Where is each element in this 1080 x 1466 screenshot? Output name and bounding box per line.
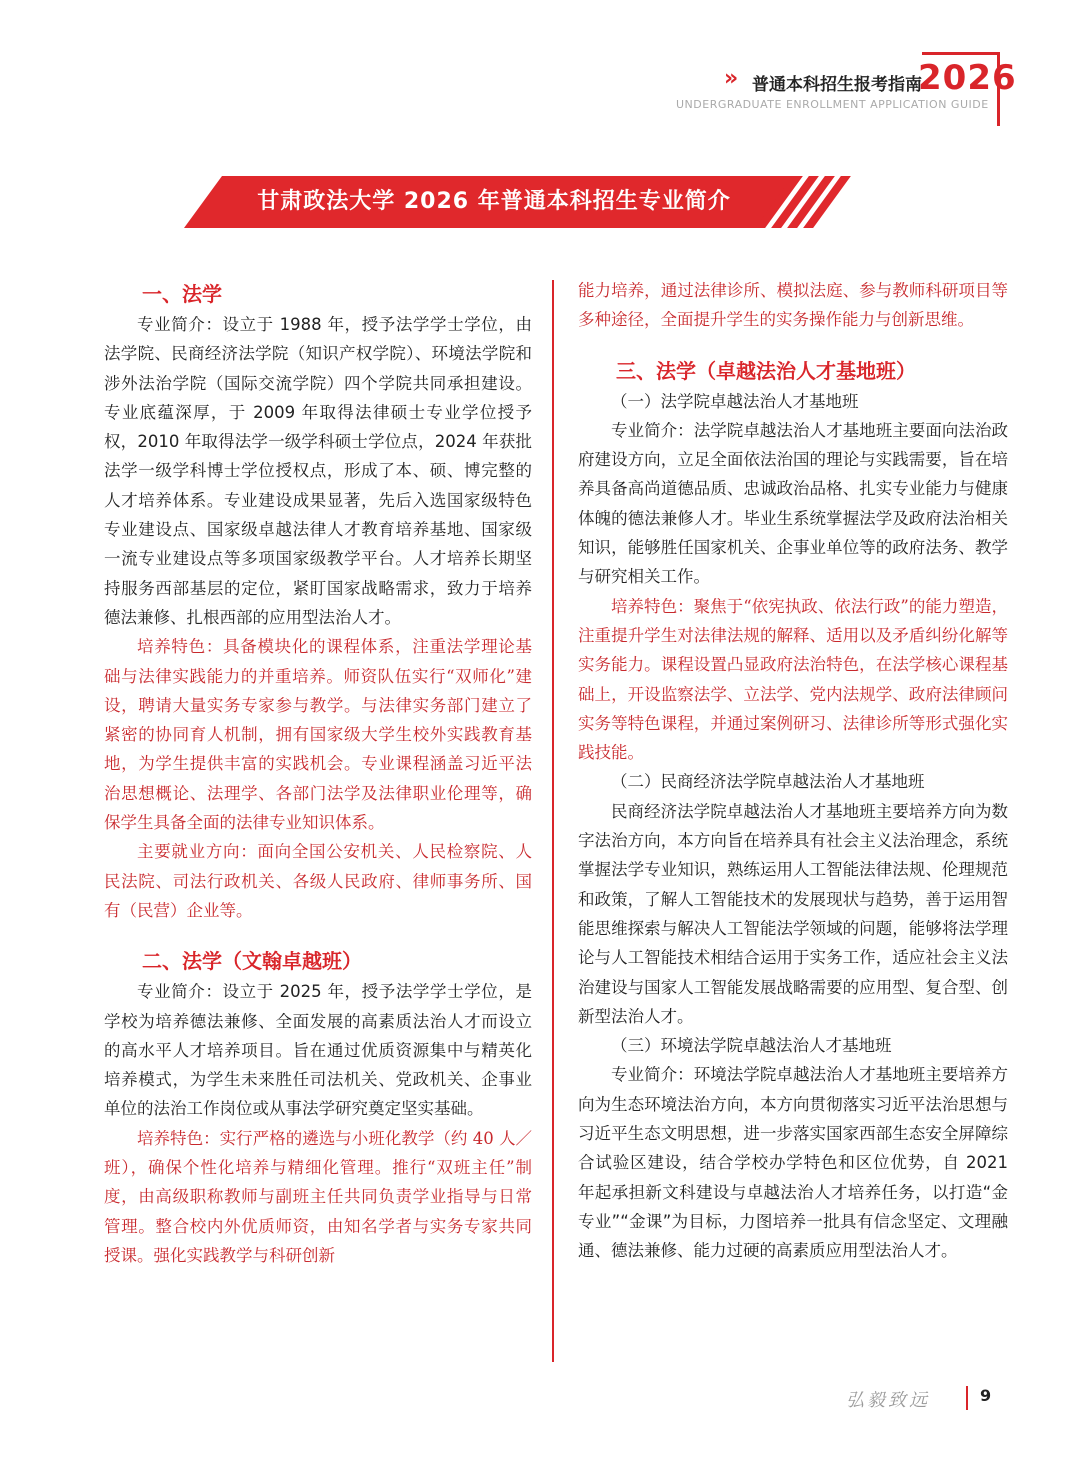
subsection-title: （一）法学院卓越法治人才基地班: [611, 391, 859, 411]
subsection-title: （二）民商经济法学院卓越法治人才基地班: [611, 772, 925, 792]
section-title-law: 一、法学: [142, 282, 222, 306]
page-number: 9: [980, 1386, 992, 1405]
title-banner: [184, 176, 834, 228]
subsection-title: （三）环境法学院卓越法治人才基地班: [611, 1036, 892, 1056]
column-divider: [552, 280, 554, 1362]
footer-signature: 弘毅致远: [846, 1390, 930, 1411]
section-title-wenhan: 二、法学（文翰卓越班）: [142, 949, 362, 974]
double-chevron-right-icon: »: [724, 66, 733, 91]
header-year: 2026: [918, 58, 1017, 98]
subsection-intro: 专业简介：环境法学院卓越法治人才基地班主要培养方向为生态环境法治方向，本方向贯彻落实习近平法治思想与习近平生态文明思想，进一步落实国家西部生态安全屏障综合试验区建设，结合学校办学特色和区位优势，自 2021 年起承担新文科建设与卓越法治人才培养任务，以打造“金专业”“金课”为目标，力图培养一批具有信念坚定、文理融通、德法兼修、能力过硬的高素质应用型法治人才。: [578, 1065, 1008, 1261]
section-intro: 专业简介：设立于 2025 年，授予法学学士学位，是学校为培养德法兼修、全面发展的高素质法治人才而设立的高水平人才培养项目。旨在通过优质资源集中与精英化培养模式，为学生未来胜任司法机关、党政机关、企事业单位的法治工作岗位或从事法学研究奠定坚实基础。: [104, 982, 532, 1119]
section-title-base-class: 三、法学（卓越法治人才基地班）: [616, 358, 916, 383]
section-jobs: 主要就业方向：面向全国公安机关、人民检察院、人民法院、司法行政机关、各级人民政府、律师事务所、国有（民营）企业等。: [104, 842, 532, 920]
section-intro: 专业简介：设立于 1988 年，授予法学学士学位，由法学院、民商经济法学院（知识产权学院）、环境法学院和涉外法治学院（国际交流学院）四个学院共同承担建设。专业底蕴深厚，于 2009 年取得法律硕士专业学位授予权，2010 年取得法学一级学科硕士学位点，2024 年获批法学一级学科博士学位授权点，形成了本、硕、博完整的人才培养体系。专业建设成果显著，先后入选国家级特色专业建设点、国家级卓越法律人才教育培养基地、国家级一流专业建设点等多项国家级教学平台。人才培养长期坚持服务西部基层的定位，紧盯国家战略需求，致力于培养德法兼修、扎根西部的应用型法治人才。: [104, 315, 532, 627]
section-feature: 培养特色：实行严格的遴选与小班化教学（约 40 人／班），确保个性化培养与精细化管理。推行“双班主任”制度，由高级职称教师与副班主任共同负责学业指导与日常管理。整合校内外优质师资，由知名学者与实务专家共同授课。强化实践教学与科研创新: [104, 1128, 532, 1265]
section-feature-continued: 能力培养，通过法律诊所、模拟法庭、参与教师科研项目等多种途径，全面提升学生的实务操作能力与创新思维。: [578, 281, 1008, 330]
header-subtitle: UNDERGRADUATE ENROLLMENT APPLICATION GUIDE: [676, 98, 989, 111]
footer-divider: [966, 1386, 968, 1410]
header-title: 普通本科招生报考指南: [752, 75, 922, 95]
subsection-feature: 培养特色：聚焦于“依宪执政、依法行政”的能力塑造，注重提升学生对法律法规的解释、适用以及矛盾纠纷化解等实务能力。课程设置凸显政府法治特色，在法学核心课程基础上，开设监察法学、立法学、党内法规学、政府法律顾问实务等特色课程，并通过案例研习、法律诊所等形式强化实践技能。: [578, 596, 1008, 763]
page-title: 甘肃政法大学 2026 年普通本科招生专业简介: [257, 189, 731, 214]
subsection-intro: 民商经济法学院卓越法治人才基地班主要培养方向为数字法治方向，本方向旨在培养具有社会主义法治理念，系统掌握法学专业知识，熟练运用人工智能法律法规、伦理规范和政策，了解人工智能技术的发展现状与趋势，善于运用智能思维探索与解决人工智能法学领域的问题，能够将法学理论与人工智能技术相结合运用于实务工作，适应社会主义法治建设与国家人工智能发展战略需要的应用型、复合型、创新型法治人才。: [578, 801, 1008, 1026]
right-column: [578, 276, 1008, 1266]
section-feature: 培养特色：具备模块化的课程体系，注重法学理论基础与法律实践能力的并重培养。师资队伍实行“双师化”建设，聘请大量实务专家参与教学。与法律实务部门建立了紧密的协同育人机制，拥有国家级大学生校外实践教育基地，为学生提供丰富的实践机会。专业课程涵盖习近平法治思想概论、法理学、各部门法学及法律职业伦理等，确保学生具备全面的法律专业知识体系。: [104, 637, 532, 833]
left-column: [104, 278, 532, 1270]
subsection-intro: 专业简介：法学院卓越法治人才基地班主要面向法治政府建设方向，立足全面依法治国的理论与实践需要，旨在培养具备高尚道德品质、忠诚政治品格、扎实专业能力与健康体魄的德法兼修人才。毕业生系统掌握法学及政府法治相关知识，能够胜任国家机关、企事业单位等的政府法务、教学与研究相关工作。: [578, 420, 1008, 587]
